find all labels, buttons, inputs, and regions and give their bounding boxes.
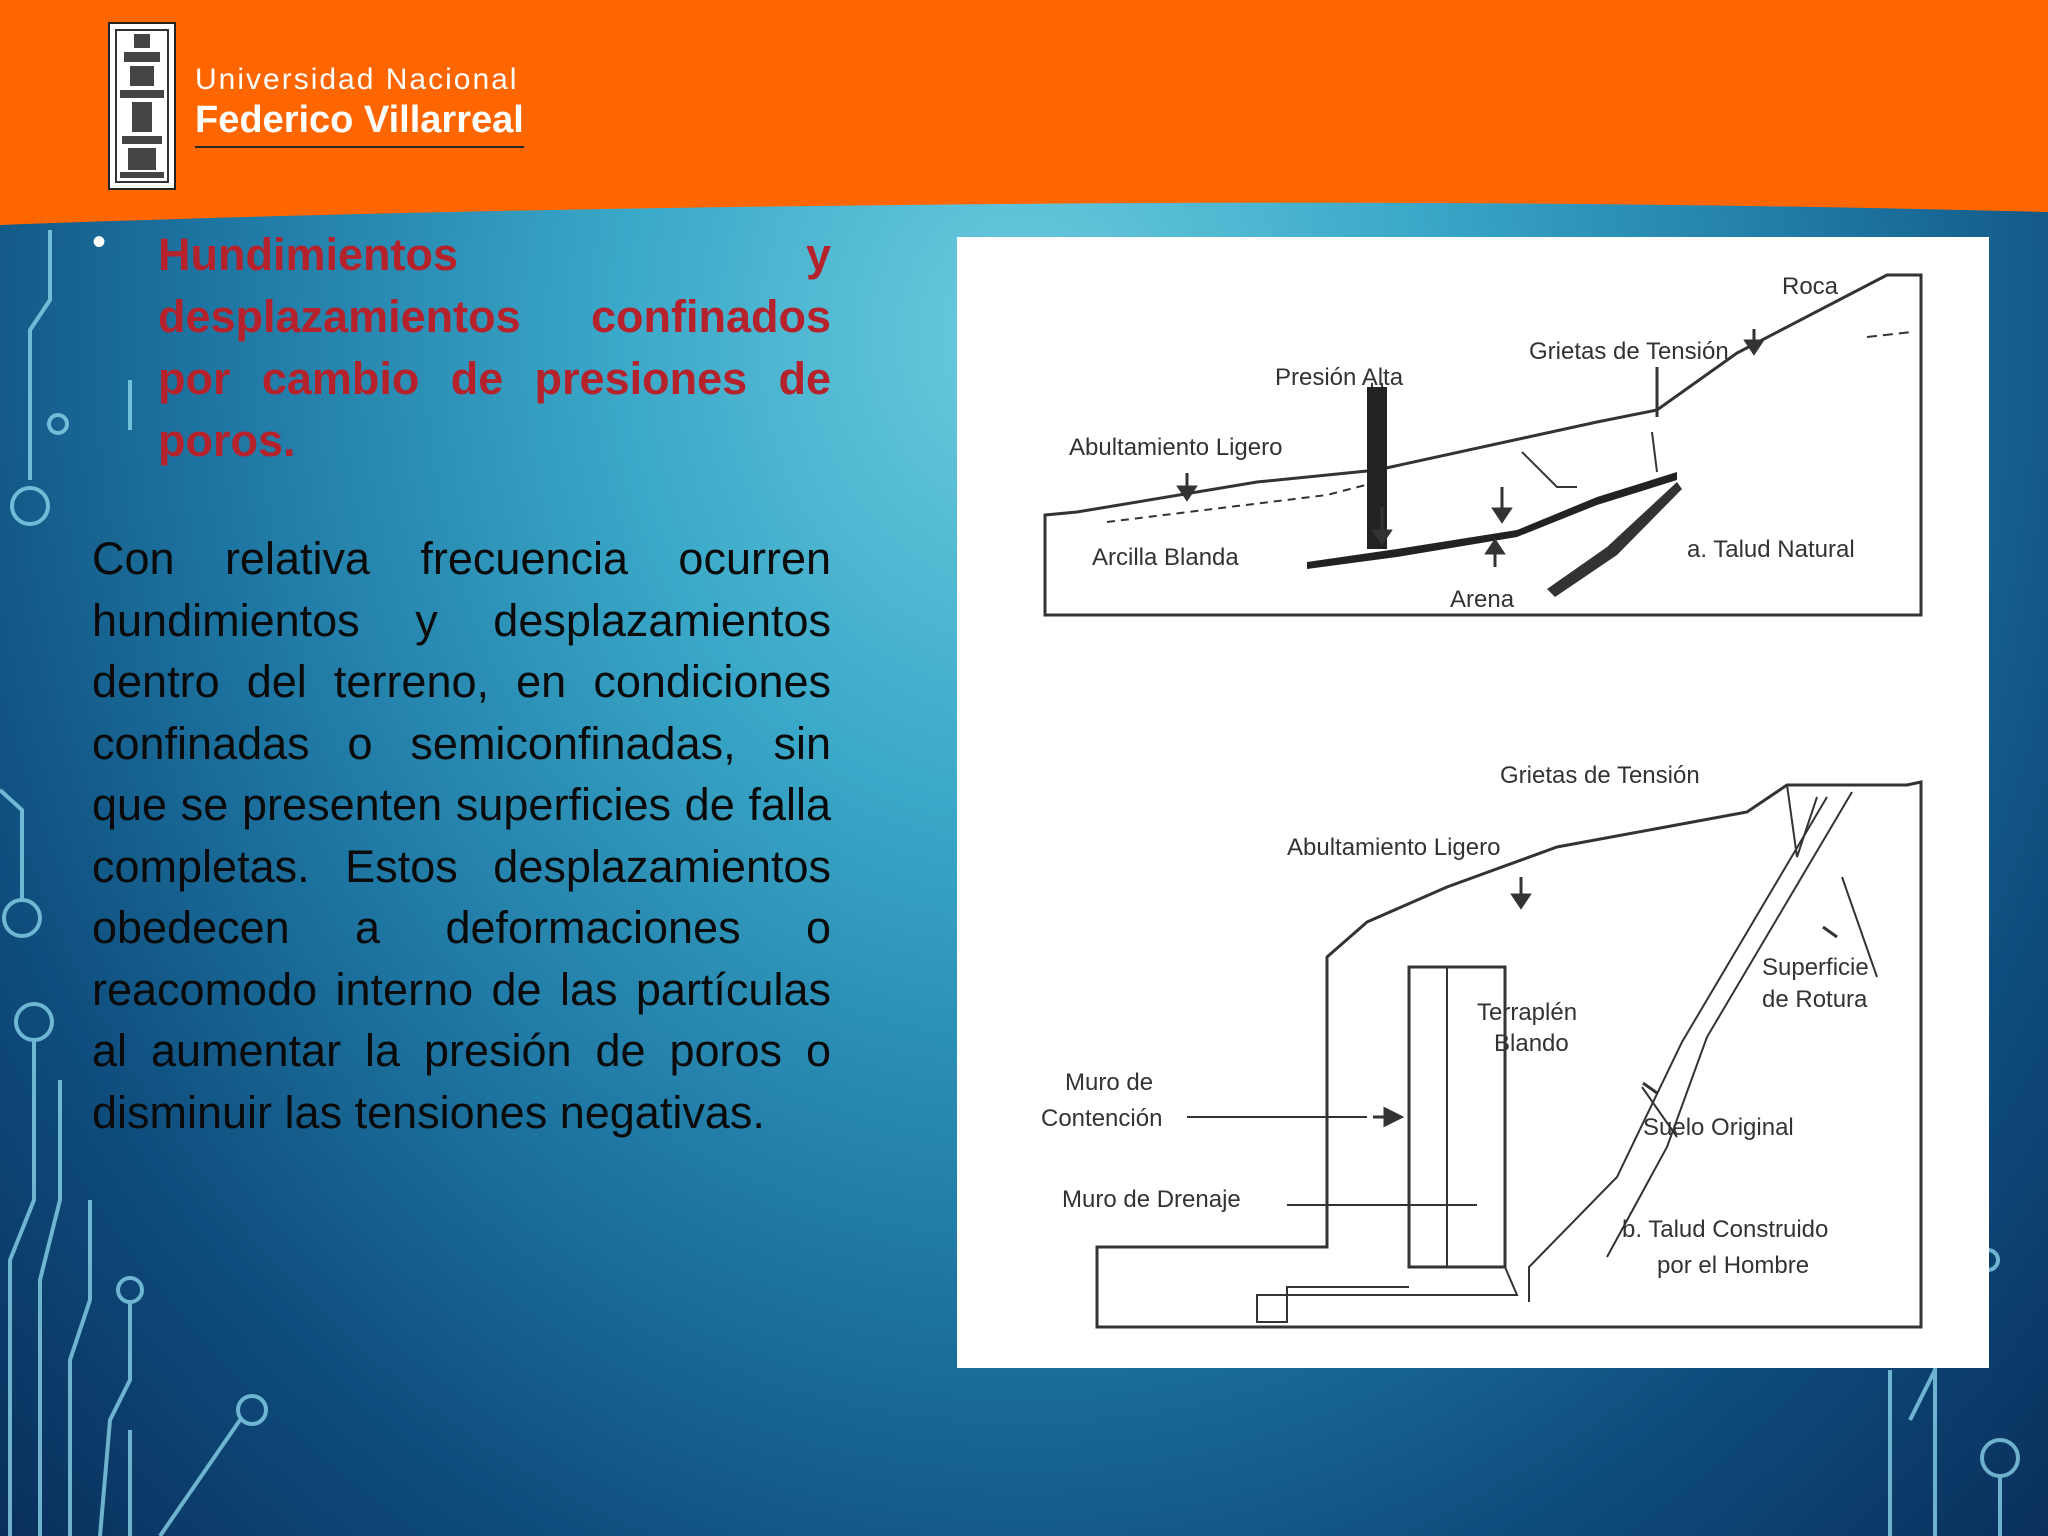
label-muro-contencion-1: Muro de — [1065, 1069, 1154, 1096]
label-grietas-bottom: Grietas de Tensión — [1500, 762, 1700, 789]
label-presion: Presión Alta — [1275, 364, 1404, 391]
caption-talud-construido-1: b. Talud Construido — [1622, 1216, 1829, 1243]
bullet-heading: Hundimientos y desplazamientos confinados por cambio de presiones de poros. — [158, 229, 831, 466]
label-terraplen-1: Terraplén — [1477, 999, 1578, 1026]
university-crest-icon — [108, 22, 176, 190]
logo-line-1: Universidad Nacional — [195, 63, 519, 96]
label-superficie-2: de Rotura — [1762, 986, 1868, 1013]
slope-diagram — [957, 237, 1989, 1368]
label-abultamiento-bottom: Abultamiento Ligero — [1287, 834, 1501, 861]
label-muro-drenaje: Muro de Drenaje — [1062, 1186, 1241, 1213]
caption-talud-natural: a. Talud Natural — [1687, 536, 1855, 563]
university-name — [195, 62, 524, 148]
label-grietas-top: Grietas de Tensión — [1529, 338, 1729, 365]
bullet-point — [88, 220, 831, 472]
body-paragraph: Con relativa frecuencia ocurren hundimientos y desplazamientos dentro del terreno, en condiciones confinadas o semiconfinadas, sin que se presenten superficies de falla completas. Estos desplazamientos obedecen a deformaciones o reacomodo interno de las partículas al aumentar la presión de poros o disminuir las tensiones negativas. — [92, 533, 831, 1138]
label-abultamiento-top: Abultamiento Ligero — [1069, 434, 1283, 461]
label-arena: Arena — [1450, 586, 1515, 613]
label-terraplen-2: Blando — [1494, 1030, 1569, 1057]
caption-talud-construido-2: por el Hombre — [1657, 1252, 1810, 1279]
logo-line-2: Federico Villarreal — [195, 98, 524, 148]
label-superficie-1: Superficie — [1762, 954, 1869, 981]
label-roca: Roca — [1782, 273, 1839, 300]
label-suelo-original: Suelo Original — [1643, 1114, 1794, 1141]
label-arcilla: Arcilla Blanda — [1092, 544, 1239, 571]
bullet-icon: • — [92, 220, 107, 264]
header-bar — [0, 0, 2048, 230]
label-muro-contencion-2: Contención — [1041, 1105, 1163, 1132]
